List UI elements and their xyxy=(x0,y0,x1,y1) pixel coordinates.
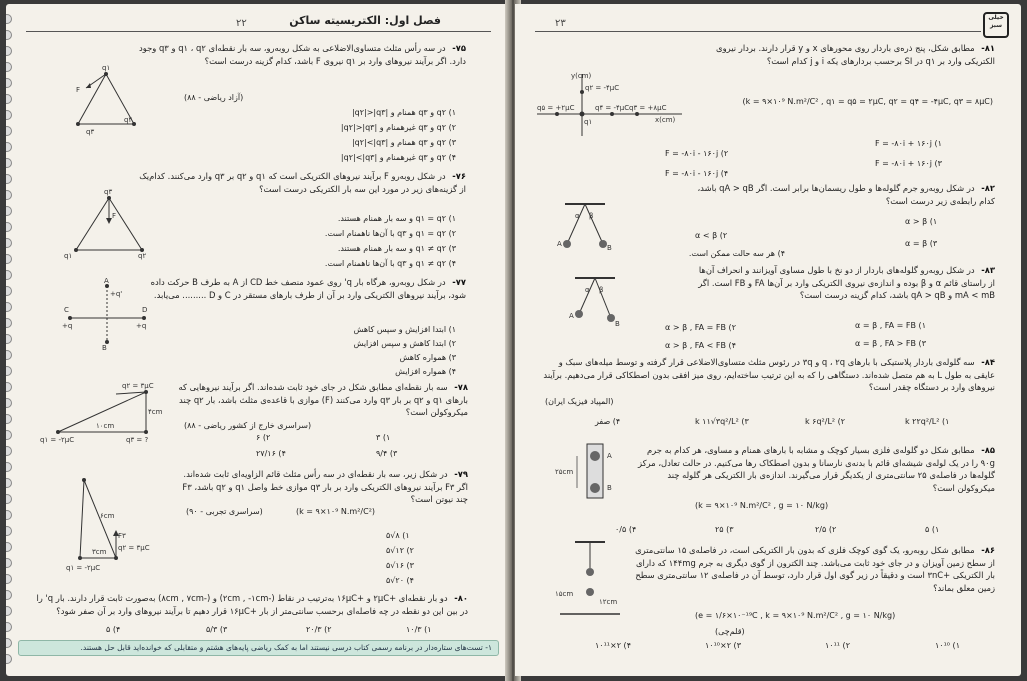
binding-ring xyxy=(6,62,12,72)
footnote: ۱- تست‌های ستاره‌دار در برنامه رسمی کتاب درسی نیستند اما به کمک ریاضی پایه‌های هشتم و متقابلی که خوانده‌اید قابل حل هستند. xyxy=(18,640,499,656)
option-2[interactable]: ۲) q۱ = q۲ و q۳ با آن‌ها ناهمنام است. xyxy=(324,229,456,238)
binding-ring xyxy=(6,350,12,360)
physical-constant: (e = ۱/۶×۱۰⁻¹⁹C , k = ۹×۱۰⁹ N.m²/C² , g = ۱۰ N/kg) xyxy=(695,611,896,620)
label-plusq-right: +q xyxy=(136,322,147,330)
option-2[interactable]: ۲) ۱۲√۵ xyxy=(386,546,414,555)
label-B: B xyxy=(102,344,107,352)
question-text: دو بار نقطه‌ای +۲μC و +۱۶μC به‌ترتیب در نقاط (-۲cm , -۱cm) و (-۸cm , ۷cm) به‌صورت ثابت قرار دارند. بار q' را در بین این دو نقطه در چه فاصله‌ای برحسب سانتی‌متر از بار +۱۶μC قرار دهیم تا برآیند نیروهای وارد بر آن صفر شود؟ xyxy=(36,593,468,616)
option-1[interactable]: ۱) q۲ و q۳ همنام و |q۲|>|q۳| xyxy=(351,108,456,117)
binding-ring xyxy=(6,462,12,472)
question-text: سه گلوله‌ی باردار پلاستیکی با بارهای q ، ۲q و ۳q در رئوس مثلث متساوی‌الاضلاعی قرار گرفته و توسط میله‌های سبک و عایقی به طول L به هم متصل شده‌اند. دستگاهی را که به این ترتیب ساخته‌ایم، روی میز افقی بدون اصطکاکی قرار می‌دهیم. برآیند نیروهای وارد بر دستگاه چقدر است؟ xyxy=(543,357,995,392)
option-2[interactable]: ۲) ۲۰/۳ xyxy=(306,625,332,634)
binding-ring xyxy=(6,286,12,296)
binding-ring xyxy=(6,446,12,456)
binding-ring xyxy=(6,606,12,616)
question-source: (قلم‌چی) xyxy=(715,627,745,636)
label-F3: F۳ xyxy=(118,532,126,540)
binding-ring xyxy=(6,414,12,424)
question-text: در شکل روبه‌رو، هرگاه بار q' روی عمود منصف خط CD از A به طرف B حرکت داده شود، برآیند نیروهای الکتریکی وارد بر آن از طرف بارهای مستقر در C و D ......... می‌یابد. xyxy=(150,277,466,300)
label-d1: ۴cm xyxy=(148,408,163,416)
option-2[interactable]: ۲) ۲/۵ xyxy=(815,525,837,534)
label-q2: q۲ = -۴μC xyxy=(585,84,620,92)
physical-constant: (k = ۹×۱۰⁹ N.m²/C² , q۱ = q۵ = ۲μC, q۲ = q۴ = -۴μC, q۳ = ۸μC) xyxy=(742,97,993,106)
label-xaxis: x(cm) xyxy=(655,116,676,124)
label-q4: q۴ = -۴μC xyxy=(595,104,630,112)
binding-ring xyxy=(6,142,12,152)
binding-ring xyxy=(6,382,12,392)
option-4[interactable]: ۴) همواره افزایش xyxy=(395,367,456,376)
binding-ring xyxy=(6,494,12,504)
option-3[interactable]: ۳) ۲×۱۰¹⁰ xyxy=(705,641,741,650)
label-q2: q۲ xyxy=(124,116,133,124)
label-F: F xyxy=(76,86,81,94)
question-75 xyxy=(136,42,466,67)
label-q1: q۱ = -۲μC xyxy=(40,436,75,444)
question-number: ۸۴- xyxy=(981,357,995,367)
option-2[interactable]: ۲) ۶ xyxy=(256,433,271,442)
question-number: ۸۶- xyxy=(981,545,995,555)
question-78 xyxy=(178,381,468,419)
option-3[interactable]: ۳) F = -۸۰i + ۱۶۰j xyxy=(875,159,942,168)
option-1[interactable]: ۱) F = -۸۰i + ۱۶۰j xyxy=(875,139,942,148)
option-4[interactable]: ۴) ۲۰√۵ xyxy=(386,576,414,585)
option-1[interactable]: ۱) ابتدا افزایش و سپس کاهش xyxy=(353,325,456,334)
label-C: C xyxy=(64,306,69,314)
left-page xyxy=(6,4,511,676)
question-number: ۷۷- xyxy=(452,277,466,287)
binding-ring xyxy=(6,478,12,488)
option-3[interactable]: ۳) q۲ و q۳ همنام و |q۲|<|q۳| xyxy=(351,138,456,147)
option-4[interactable]: ۴) هر سه حالت ممکن است. xyxy=(688,249,785,258)
question-76 xyxy=(136,170,466,195)
binding-ring xyxy=(6,46,12,56)
question-85 xyxy=(635,444,995,494)
figure-triangle-78 xyxy=(40,382,166,448)
option-3[interactable]: ۳) همواره کاهش xyxy=(399,353,456,362)
question-number: ۸۳- xyxy=(981,265,995,275)
option-3[interactable]: ۳) ۵/۳ xyxy=(206,625,228,634)
question-83 xyxy=(695,264,995,302)
label-A: A xyxy=(104,277,109,285)
question-text: در شکل روبه‌رو F برآیند نیروهای الکتریکی است که q۱ و q۲ بر q۳ وارد می‌کنند. کدام‌یک از گزینه‌های زیر در مورد این سه بار الکتریکی درست است؟ xyxy=(139,171,466,194)
question-text: مطابق شکل، پنج ذره‌ی باردار روی محورهای x و y قرار دارند. بردار نیروی الکتریکی وارد بر q۱ در SI برحسب بردارهای یکه i و j کدام است؟ xyxy=(716,43,995,66)
option-4[interactable]: ۴) ۰/۵ xyxy=(615,525,637,534)
label-d79a: ۶cm xyxy=(100,512,115,520)
figure-pendulum-82 xyxy=(545,200,625,264)
option-3[interactable]: ۳) ۱۶√۵ xyxy=(386,561,414,570)
binding-ring xyxy=(6,190,12,200)
question-number: ۷۶- xyxy=(452,171,466,181)
header-rule xyxy=(26,31,491,32)
page-number: ۲۳ xyxy=(555,18,566,29)
binding-ring xyxy=(6,94,12,104)
label-alpha: α xyxy=(585,286,590,294)
binding-ring xyxy=(6,254,12,264)
option-4[interactable]: ۴) α > β , FA < FB xyxy=(665,341,736,350)
binding-ring xyxy=(6,110,12,120)
label-beta: β xyxy=(599,286,604,294)
figure-triangle-79 xyxy=(66,474,166,578)
option-1[interactable]: ۱) ۱۰¹⁰ xyxy=(935,641,960,650)
question-text: مطابق شکل روبه‌رو، یک گوی کوچک فلزی که بدون بار الکتریکی است، در فاصله‌ی ۱۵ سانتی‌متری از سطح زمین آویزان و در جای خود ثابت می‌باشد. چند الکترون از گوی دیگری به جرم ۱۴۴mg که دارای بار الکتریکی +۳nC است و دقیقاً در زیر گوی اول قرار دارد، توسط آن در فاصله‌ی ۱۲ سانتی‌متری سطح زمین معلق بماند؟ xyxy=(635,545,995,593)
label-q3: q۳ = ? xyxy=(126,436,149,444)
binding-ring xyxy=(6,654,12,664)
binding-ring xyxy=(6,542,12,552)
question-text: در شکل روبه‌رو گلوله‌های باردار از دو نخ با طول مساوی آویزانند و انحراف آن‌ها از راستای قائم α و β بوده و اندازه‌ی نیروی الکتریکی وارد بر آن‌ها FA و FB است. اگر mA < mB و qA > qB باشد، کدام گزینه درست است؟ xyxy=(698,265,995,300)
binding-ring xyxy=(6,430,12,440)
binding-ring xyxy=(6,206,12,216)
binding-ring xyxy=(6,174,12,184)
binding-ring xyxy=(6,574,12,584)
header-rule xyxy=(535,31,981,32)
option-4[interactable]: ۴) ۲۷/۱۶ xyxy=(256,449,286,458)
question-77 xyxy=(136,276,466,301)
binding-ring xyxy=(6,78,12,88)
label-F: F xyxy=(112,212,117,220)
question-text: در شکل روبه‌رو جرم گلوله‌ها و طول ریسمان‌ها برابر است. اگر qA > qB باشد، کدام رابطه‌ی زیر درست است؟ xyxy=(697,183,995,206)
binding-ring xyxy=(6,398,12,408)
label-q1: q۱ = -۲μC xyxy=(66,564,101,572)
question-source: (آزاد ریاضی - ۸۸) xyxy=(184,93,244,102)
figure-triangle-76 xyxy=(64,188,154,266)
label-yaxis: y(cm) xyxy=(571,72,592,80)
label-D: D xyxy=(142,306,148,314)
label-q3: q۳ xyxy=(104,188,113,196)
binding-ring xyxy=(6,590,12,600)
binding-ring xyxy=(6,238,12,248)
right-page xyxy=(515,4,1021,676)
binding-ring xyxy=(6,366,12,376)
binding-ring xyxy=(6,302,12,312)
question-number: ۸۲- xyxy=(981,183,995,193)
label-q1: q۱ xyxy=(64,252,73,260)
binding-ring xyxy=(6,334,12,344)
option-1[interactable]: ۱) ۱۰/۳ xyxy=(406,625,432,634)
option-4[interactable]: ۴) q۱ ≠ q۲ و q۳ با آن‌ها ناهمنام است. xyxy=(324,259,456,268)
figure-tube-85 xyxy=(555,442,625,506)
label-B: B xyxy=(607,484,612,492)
label-plusq-left: +q xyxy=(62,322,73,330)
binding-ring xyxy=(6,526,12,536)
label-q2: q۲ xyxy=(138,252,147,260)
option-2[interactable]: ۲) q۲ و q۳ غیرهمنام و |q۲|>|q۳| xyxy=(340,123,456,132)
question-text: مطابق شکل دو گلوله‌ی فلزی بسیار کوچک و مشابه با بارهای همنام و مساوی، هر کدام به جرم ۹۰g را در یک لوله‌ی شیشه‌ای قائم با بدنه‌ی نارسانا و بدون اصطکاک رها می‌کنیم. در حالت تعادل، مرکز گلوله‌ها در فاصله‌ی ۲۵ سانتی‌متری از یکدیگر قرار می‌گیرند. اندازه‌ی بار الکتریکی هر گلوله چند میکروکولن است؟ xyxy=(637,445,995,493)
option-4[interactable]: ۴) q۲ و q۳ غیرهمنام و |q۲|<|q۳| xyxy=(340,153,456,162)
label-q3: q۳ xyxy=(86,128,95,136)
question-84 xyxy=(535,356,995,394)
figure-triangle-75 xyxy=(66,66,146,140)
option-4[interactable]: ۴) F = -۸۰i - ۱۶۰j xyxy=(665,169,729,178)
label-d85: ۲۵cm xyxy=(555,468,574,476)
question-number: ۸۰- xyxy=(454,593,468,603)
physical-constant: (k = ۹×۱۰⁹ N.m²/C² , g = ۱۰ N/kg) xyxy=(695,501,829,510)
binding-ring xyxy=(6,638,12,648)
label-d86b: ۱۲cm xyxy=(599,598,618,606)
option-1[interactable]: ۱) ۳ xyxy=(376,433,391,442)
question-text: سه بار نقطه‌ای مطابق شکل در جای خود ثابت شده‌اند. اگر برآیند نیروهایی که بارهای q۱ و q۲ بر بار q۳ وارد می‌کنند (F) موازی با قاعده‌ی مثلث باشد، بار q۲ چند میکروکولن است؟ xyxy=(178,382,468,417)
option-3[interactable]: ۳) ۲۵ xyxy=(715,525,734,534)
option-3[interactable]: ۳) α = β , FA > FB xyxy=(855,339,926,348)
page-number: ۲۲ xyxy=(236,18,247,29)
question-source: (سراسری تجربی - ۹۰) xyxy=(186,507,263,516)
option-4[interactable]: ۴) ۵ xyxy=(106,625,121,634)
option-2[interactable]: ۲) α > β , FA = FB xyxy=(665,323,736,332)
question-source: (المپیاد فیزیک ایران) xyxy=(545,397,614,406)
label-alpha: α xyxy=(575,212,580,220)
publisher-logo: خیلی سبز xyxy=(983,12,1009,38)
option-1[interactable]: ۱) α = β , FA = FB xyxy=(855,321,926,330)
label-d79b: ۳cm xyxy=(92,548,107,556)
binding-ring xyxy=(6,270,12,280)
label-B: B xyxy=(607,244,612,252)
figure-pendulum-83 xyxy=(555,274,635,338)
option-2[interactable]: ۲) ۱۰¹¹ xyxy=(825,641,850,650)
question-text: در سه رأس مثلث متساوی‌الاضلاعی به شکل روبه‌رو، سه بار نقطه‌ای q۱ ، q۲ و q۳ وجود دارد. اگر برآیند نیروهای وارد بر q۱ نیروی F باشد، کدام گزینه درست است؟ xyxy=(139,43,466,66)
option-1[interactable]: ۱) ۸√۵ xyxy=(386,531,410,540)
option-2[interactable]: ۲) k ۶q²/L² xyxy=(805,417,846,426)
option-4[interactable]: ۴) صفر xyxy=(595,417,621,426)
question-number: ۷۸- xyxy=(454,382,468,392)
question-number: ۷۵- xyxy=(452,43,466,53)
binding-ring xyxy=(6,622,12,632)
option-2[interactable]: ۲) F = -۸۰i - ۱۶۰j xyxy=(665,149,729,158)
physical-constant: (k = ۹×۱۰⁹ N.m²/C²) xyxy=(296,507,376,516)
option-3[interactable]: ۳) ۹/۴ xyxy=(376,449,398,458)
option-1[interactable]: ۱) q۱ = q۲ و سه بار همنام هستند. xyxy=(337,214,456,223)
figure-axes-81 xyxy=(537,70,687,144)
question-number: ۷۹- xyxy=(454,469,468,479)
option-2[interactable]: ۲) α < β xyxy=(695,231,728,240)
option-2[interactable]: ۲) ابتدا کاهش و سپس افزایش xyxy=(353,339,456,348)
label-q1: q۱ xyxy=(584,118,593,126)
option-1[interactable]: ۱) k ۲۲q²/L² xyxy=(905,417,950,426)
question-source: (سراسری خارج از کشور ریاضی - ۸۸) xyxy=(184,421,312,430)
figure-hanging-86 xyxy=(555,540,625,624)
binding-ring xyxy=(6,158,12,168)
label-q2: q۲ = ۳μC xyxy=(118,544,150,552)
option-1[interactable]: ۱) ۵ xyxy=(925,525,940,534)
option-3[interactable]: ۳) k ۱۱√۳q²/L² xyxy=(695,417,749,426)
binding-ring xyxy=(6,30,12,40)
figure-perpendicular-77 xyxy=(62,277,152,354)
label-beta: β xyxy=(589,212,594,220)
question-number: ۸۱- xyxy=(981,43,995,53)
option-4[interactable]: ۴) ۲×۱۰¹¹ xyxy=(595,641,631,650)
question-81 xyxy=(695,42,995,67)
binding-ring xyxy=(6,318,12,328)
label-qprime: +q' xyxy=(110,290,123,298)
label-q1: q۱ xyxy=(102,64,111,72)
label-A: A xyxy=(569,312,574,320)
option-3[interactable]: ۳) α = β xyxy=(905,239,938,248)
option-3[interactable]: ۳) q۱ ≠ q۲ و سه بار همنام هستند. xyxy=(337,244,456,253)
binding-ring xyxy=(6,558,12,568)
label-A: A xyxy=(607,452,612,460)
question-number: ۸۵- xyxy=(981,445,995,455)
binding-ring xyxy=(6,14,12,24)
question-text: در شکل زیر، سه بار نقطه‌ای در سه رأس مثلث قائم الزاویه‌ای ثابت شده‌اند. اگر F۳ برآیند نیروهای الکتریکی وارد بر بار q۳ موازی خط واصل q۱ و q۲ باشد، F۳ چند نیوتن است؟ xyxy=(182,469,468,504)
question-79 xyxy=(178,468,468,506)
binding-ring xyxy=(6,126,12,136)
binding-ring xyxy=(6,510,12,520)
question-80 xyxy=(36,592,468,617)
page-header-title: فصل اول: الکتریسیته ساکن xyxy=(289,14,441,27)
label-d2: ۱۰cm xyxy=(96,422,115,430)
label-q5: q۵ = +۲μC xyxy=(537,104,575,112)
label-q2: q۲ = ۳μC xyxy=(122,382,154,390)
label-B: B xyxy=(615,320,620,328)
label-d86a: ۱۵cm xyxy=(555,590,574,598)
option-1[interactable]: ۱) α > β xyxy=(905,217,938,226)
question-86 xyxy=(635,544,995,594)
label-A: A xyxy=(557,240,562,248)
label-q3: q۳ = +۸μC xyxy=(629,104,667,112)
binding-ring xyxy=(6,222,12,232)
question-82 xyxy=(695,182,995,207)
